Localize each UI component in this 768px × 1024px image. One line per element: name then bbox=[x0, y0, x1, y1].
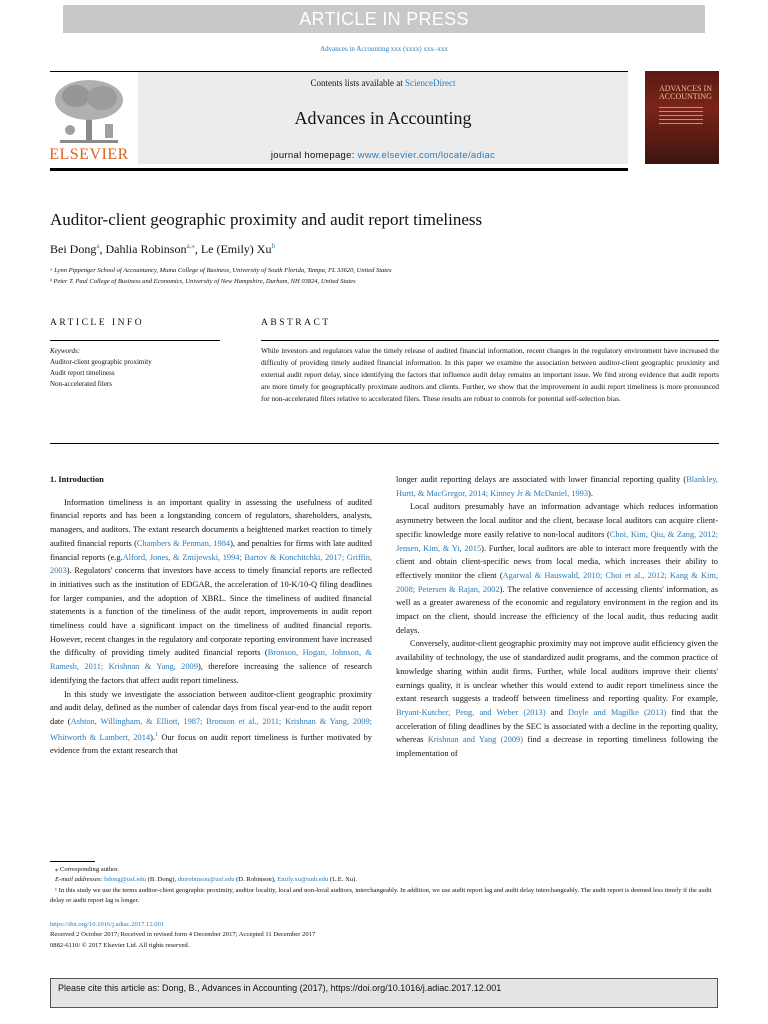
journal-title: Advances in Accounting bbox=[294, 108, 472, 128]
citation-link[interactable]: Bronson, Hogan, Johnson, & Ramesh, 2011; Krishnan & Yang, 2009 bbox=[50, 648, 373, 672]
section-title: 1. Introduction bbox=[50, 475, 104, 484]
homepage-prefix: journal homepage: bbox=[270, 150, 358, 161]
affiliation-marker[interactable]: a,⁎ bbox=[186, 242, 195, 250]
paragraph: Information timeliness is an important quality in assessing the usefulness of audited financial reports and has been a longstanding concern of regulators, shareholders, analysts, managers, and auditors. The extant research documents a heightened market reaction to timely audited financial reports (Chambers & Penman, 1984), and penalties for firms with late audited financial reports (e.g.Alford, Jones, & Zmijewski, 1994; Bartov & Konchitchki, 2017; Griffin, 2003). Regulators' concerns that investors have access to timely financial reports are reflected in initiatives such as the institution of EDGAR, the acceleration of 10-K/10-Q filing deadlines for larger companies, and the adoption of XBRL. Since the timeliness of audited financial statements is a function of the timeliness of the audit report, improvements in audit report timeliness could have a significant impact on the timeliness of audited financial reports. However, recent changes in the regulatory and corporate reporting environment have increased the difficulty of providing timely audited financial reports (Bronson, Hogan, Johnson, & Ramesh, 2011; Krishnan & Yang, 2009), therefore increasing the salience of research identifying the factors that affect audit report timeliness. bbox=[50, 497, 373, 685]
elsevier-wordmark: ELSEVIER bbox=[49, 146, 129, 163]
paragraph: In this study we investigate the association between auditor-client geographic proximity and audit delay, defined as the number of calendar days from fiscal year-end to the audit report date (Ashton, Willingham, & Elliott, 1987; Bronson et al., 2011; Krishnan & Yang, 2009; Whitworth & Lambert, 2014).$^1$ Our focus on audit report timeliness is further motivated by evidence from the extant research that bbox=[50, 689, 372, 756]
cover-title-1: ADVANCES IN bbox=[659, 84, 712, 93]
citation-link[interactable]: Krishnan and Yang (2009) bbox=[427, 735, 524, 745]
journal-reference[interactable]: Advances in Accounting xxx (xxxx) xxx–xxx bbox=[320, 45, 448, 53]
paragraph: Local auditors presumably have an information advantage which reduces information asymmetry between the local auditor and the client, because local auditors can acquire client-specific knowledge more easily relative to non-local auditors (Choi, Kim, Qiu, & Zang, 2012; Jensen, Kim, & Yi, 2015). Further, local auditors are able to interact more frequently with the client and obtain client-specific news from local media, which increases their ability to effectively monitor the client (Agarwal & Hauswald, 2010; Choi et al., 2012; Kang & Kim, 2008; Petersen & Rajan, 2002). The relative convenience of accessing clients' information, as well as a greater awareness of the economic and regulatory environment in the region and its impact on the client, should increase the efficiency of the local audit, thus reducing audit delays. bbox=[396, 502, 718, 635]
body-column-right bbox=[396, 473, 718, 761]
paragraph: Conversely, auditor-client geographic proximity may not improve audit efficiency given the availability of technology, the use of standardized audit programs, and the common practice of knowledge sharing within audit firms. Further, while local auditors improve their clients' earnings quality, it is unclear whether this would extend to audit report timeliness since the extant research suggests a tradeoff between timeliness and reporting quality. For example, Bryant-Kutcher, Peng, and Weber (2013) and Doyle and Magilke (2013) find that the acceleration of filing deadlines by the SEC is associated with a decline in the reporting quality, whereas Krishnan and Yang (2009) find a decrease in reporting timeliness following the implementation of bbox=[396, 639, 718, 759]
copyright-line: 0882-6110/ © 2017 Elsevier Ltd. All rights reserved. bbox=[50, 941, 190, 949]
citation-link[interactable]: Bryant-Kutcher, Peng, and Weber (2013) bbox=[396, 707, 546, 717]
affiliation-a: ᵃ Lynn Pippenger School of Accountancy, Muma College of Business, University of South Florida, Tampa, FL 33620, United States bbox=[50, 267, 392, 274]
header-bottom-rule bbox=[50, 168, 628, 171]
article-info-rule bbox=[50, 340, 220, 341]
footnote-rule bbox=[50, 861, 95, 862]
citation-link[interactable]: Blankley, Hurtt, & MacGregor, 2014; Kinney Jr & McDaniel, 1993 bbox=[396, 475, 718, 498]
abstract-text: While investors and regulators value the timely release of audited financial information, recent changes in the regulatory environment have increased the difficulty of providing timely audited financial information. In this paper we examine the association between auditor-client geographic proximity and external audit report delay, since identifying the factors that influence audit delay remains an important issue. We find strong evidence that audit reports are more timely for geographically proximate auditors and clients. Further, we show that the improvement in audit report timeliness is more pronounced for non-accelerated filers relative to accelerated filers. These results are robust to controls for potential self-selection bias. bbox=[261, 346, 719, 403]
cover-decoration bbox=[659, 107, 703, 127]
email-link[interactable]: bdong@usf.edu bbox=[104, 876, 147, 884]
homepage-link[interactable]: www.elsevier.com/locate/adiac bbox=[357, 150, 496, 161]
citation-link[interactable]: Doyle and Magilke (2013) bbox=[568, 707, 667, 717]
body-column-left bbox=[50, 473, 372, 758]
citation-link[interactable]: Ashton, Willingham, & Elliott, 1987; Bronson et al., 2011; Krishnan & Yang, 2009; Whitworth & Lambert, 2014 bbox=[50, 716, 372, 742]
footnote-1: ¹ In this study we use the terms auditor-client geographic proximity, auditor locality, local and non-local auditors, interchangeably. In addition, we use audit report lag and audit delay interchangeably. The audit report is deemed less timely if the audit delay or audit report lag is longer. bbox=[50, 886, 712, 904]
received-dates: Received 2 October 2017; Received in revised form 4 December 2017; Accepted 11 December 2017 bbox=[50, 931, 316, 939]
affiliation-marker[interactable]: b bbox=[271, 242, 275, 250]
sciencedirect-link[interactable]: ScienceDirect bbox=[405, 78, 456, 88]
doi-link[interactable]: https://doi.org/10.1016/j.adiac.2017.12.001 bbox=[50, 921, 165, 928]
keyword-item: Non-accelerated filers bbox=[50, 380, 112, 388]
author-name[interactable]: Dahlia Robinson bbox=[105, 242, 187, 256]
citation-link[interactable]: Agarwal & Hauswald, 2010; Choi et al., 2012; Kang & Kim, 2008; Petersen & Rajan, 2002 bbox=[396, 570, 718, 594]
journal-homepage bbox=[138, 150, 628, 161]
email-link[interactable]: dmrobinson@usf.edu bbox=[177, 876, 235, 884]
doi-block bbox=[50, 920, 315, 951]
contents-line bbox=[138, 78, 628, 88]
paragraph: longer audit reporting delays are associated with lower financial reporting quality (Blankley, Hurtt, & MacGregor, 2014; Kinney Jr & McDaniel, 1993). bbox=[396, 475, 718, 498]
article-title: Auditor-client geographic proximity and audit report timeliness bbox=[50, 210, 483, 229]
author-list: Bei Dong$^a$, Dahlia Robinson$^{a,⁎}$, Le (Emily) Xu$^b$ bbox=[50, 242, 275, 256]
keyword-item: Audit report timeliness bbox=[50, 369, 115, 377]
citation-link[interactable]: Choi, Kim, Qiu, & Zang, 2012; Jensen, Kim, & Yi, 2015 bbox=[396, 529, 718, 553]
abstract-heading: ABSTRACT bbox=[261, 318, 331, 328]
affiliation-marker[interactable]: a bbox=[96, 242, 100, 250]
header-top-rule bbox=[50, 71, 628, 72]
abstract-bottom-rule bbox=[50, 443, 719, 444]
elsevier-tree-logo bbox=[50, 78, 128, 146]
author-name[interactable]: Le (Emily) Xu bbox=[200, 242, 272, 256]
keywords-label: Keywords: bbox=[50, 347, 81, 355]
abstract-rule bbox=[261, 340, 719, 341]
affiliation-b: ᵇ Peter T. Paul College of Business and Economics, University of New Hampshire, Durham, NH 03824, United States bbox=[50, 278, 356, 285]
corresponding-note: ⁎ Corresponding author. bbox=[55, 866, 119, 873]
author-name[interactable]: Bei Dong bbox=[50, 242, 97, 256]
citation-box: Please cite this article as: Dong, B., Advances in Accounting (2017), https://doi.org/10.1016/j.adiac.2017.12.001 bbox=[50, 978, 718, 1008]
email-link[interactable]: Emily.xu@unh.edu bbox=[277, 876, 329, 884]
corresponding-star[interactable]: ⁎ bbox=[191, 242, 195, 250]
citation-link[interactable]: Alford, Jones, & Zmijewski, 1994; Bartov & Konchitchki, 2017; Griffin, 2003 bbox=[50, 552, 372, 576]
journal-cover-thumbnail[interactable] bbox=[645, 71, 719, 164]
citation-link[interactable]: Chambers & Penman, 1984 bbox=[136, 538, 231, 548]
footnotes bbox=[50, 865, 718, 906]
keywords-block bbox=[50, 346, 220, 390]
email-note: E-mail addresses: bdong@usf.edu (B. Dong), dmrobinson@usf.edu (D. Robinson), Emily.xu@unh.edu (L.E. Xu). bbox=[55, 876, 358, 884]
cover-title bbox=[659, 85, 712, 101]
cover-title-2: ACCOUNTING bbox=[659, 92, 712, 101]
footnote-marker[interactable]: 1 bbox=[154, 731, 158, 738]
article-info-heading: ARTICLE INFO bbox=[50, 318, 145, 328]
keyword-item: Auditor-client geographic proximity bbox=[50, 358, 152, 366]
article-in-press-banner: ARTICLE IN PRESS bbox=[63, 5, 705, 33]
contents-prefix: Contents lists available at bbox=[310, 78, 405, 88]
